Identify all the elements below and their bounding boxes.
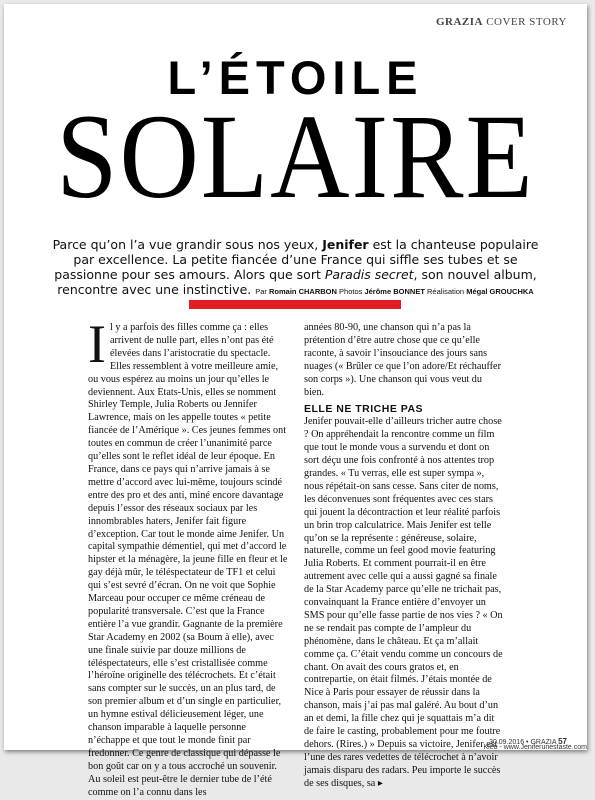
title-line-2: SOLAIRE: [56, 89, 535, 224]
credit-photos-label: Photos: [339, 287, 363, 296]
page-footer: 30.09.2016 • GRAZIA 57: [489, 737, 567, 746]
page-number: 57: [558, 737, 567, 746]
credit-real-label: Réalisation: [427, 287, 465, 296]
article-column-left: [88, 314, 288, 800]
article-text-left: l y a parfois des filles comme ça : elles arrivent de nulle part, elles n’ont pas été élevées dans l’aristocratie du spectacle. Elles ressemblent à votre meilleure amie, ou vous espérez au moins un jour qu’elles le deviennent. Aux Etats-Unis, elles se nomment Shirley Temple, Julia Roberts ou Jennifer Lawrence, mais on les appelle toutes « petite fiancée de l’Amérique ». Ces jeunes femmes ont toutes en commun de créer l’unanimité parce qu’elles sont le reflet idéal de leur époque. En France, dans ce pays qui n’arrive jamais à se mettre d’accord avec lui-même, toujours scindé entre des pro et des anti, miné encore davantage depuis l’essor des réseaux sociaux par les innombrables haters, Jenifer fait figure d’exception. Car tout le monde aime Jenifer. Un capital sympathie démentiel, qui met d’accord le hipster et la ménagère, la jeune fille en fleur et le gay déjà mûr, le téléspectateur de TF1 et celui qui s’est sevré d’écran. On ne voit que Sophie Marceau pour occuper ce même créneau de popularité transversale. C’est que la France entière l’a vue grandir. Gagnante de la première Star Academy en 2002 (sa Boum à elle), avec une finale suivie par douze millions de téléspectateurs, elle s’est cristallisée comme l’héroïne originelle des télécrochets. Et c’était sans compter sur le succès, un an plus tard, de son premier album et d’un single en particulier, un hymne estival délicieusement léger, une chanson imparable à laquelle personne n’échappe et que tout le monde finit par fredonner. Ce genre de classique qui dépasse le bon goût car on y a tous accroché un souvenir. Au soleil est peut-être le dernier tube de l’été comme on l’a connu dans les: [88, 322, 288, 798]
credits: [255, 287, 533, 296]
credit-by-label: Par: [255, 287, 267, 296]
article-text-right-2: Jenifer pouvait-elle d’ailleurs tricher autre chose ? On appréhendait la rencontre comme un film que tout le monde vous a survendu et dont on sort déçu une fois confronté à nos attentes trop grandes. « Tu verras, elle est super sympa », nous répétait-on sans cesse. Sans citer de noms, les déconvenues sont fréquentes avec ces stars qui jouent la décontraction et leur réalité parfois un brin trop calculatrice. Mais Jenifer est telle qu’on se la représente : généreuse, solaire, naturelle, comme un feel good movie featuring Julia Roberts. Et comment pourrait-il en être autrement avec celle qui a aussi gagné sa finale de la Star Academy parce qu’elle ne trichait pas, convainquant la France entière d’envoyer un SMS pour qu’elle fasse partie de nos vies ? « On ne se rendait pas compte de l’ampleur du phénomène, dans le château. Et ça m’allait comme ça. C’était vendu comme un concours de chant. On avait des cours gratos et, en contrepartie, on était filmés. J’étais montée de Nice à Paris pour essayer de réussir dans la chanson, mais j’ai pas mal galéré. Au bout d’un an et demi, la fille chez qui je squattais m’a dit de faire le casting, probablement pour me foutre dehors. (Rires.) » Depuis sa victoire, Jenifer est l’une des rares vedettes de télécrochet à n’avoir jamais disparu des radars. Peu importe le succès de ses disques, sa ▸: [304, 416, 503, 789]
subheading: ELLE NE TRICHE PAS: [304, 403, 424, 416]
article-paragraph: [88, 314, 288, 800]
intro-album: Paradis secret: [324, 267, 414, 282]
drop-cap: I: [88, 314, 106, 374]
intro-text-3: , son nouvel album, rencontre avec une instinctive.: [57, 267, 537, 297]
intro-name: Jenifer: [322, 237, 369, 252]
footer-date: 30.09.2016: [489, 739, 525, 746]
intro-text-2: est la chanteuse populaire par excellence. La petite fiancée d’une France qui siffle ses tubes et se passionne pour ses amours. Alors que sort: [54, 237, 539, 282]
watermark: Kleo - www.Jeniferunestaste.com: [483, 744, 587, 751]
credit-photographer: Jérôme BONNET: [364, 287, 425, 296]
credit-author: Romain CHARBON: [269, 287, 337, 296]
intro-text-1: Parce qu’on l’a vue grandir sous nos yeux,: [52, 237, 323, 252]
credit-realisation: Mégal GROUCHKA: [466, 287, 534, 296]
article-text-right-1: années 80-90, une chanson qui n’a pas la prétention d’être autre chose que ce qu’elle raconte, à savoir l’insouciance des jours sans nuages (« Brûler ce que l’on adore/Et réchauffer son corps »). Une chanson qui vous veut du bien.: [304, 322, 501, 398]
title-line-1: L’ÉTOILE: [167, 51, 424, 104]
section-label: COVER STORY: [486, 16, 567, 28]
magazine-page: [4, 4, 587, 798]
accent-bar: [189, 300, 401, 309]
footer-brand: GRAZIA: [530, 739, 557, 746]
intro-paragraph: [52, 237, 539, 299]
article-column-right: [304, 322, 504, 791]
magazine-header: [436, 16, 567, 28]
magazine-brand: GRAZIA: [435, 16, 483, 28]
